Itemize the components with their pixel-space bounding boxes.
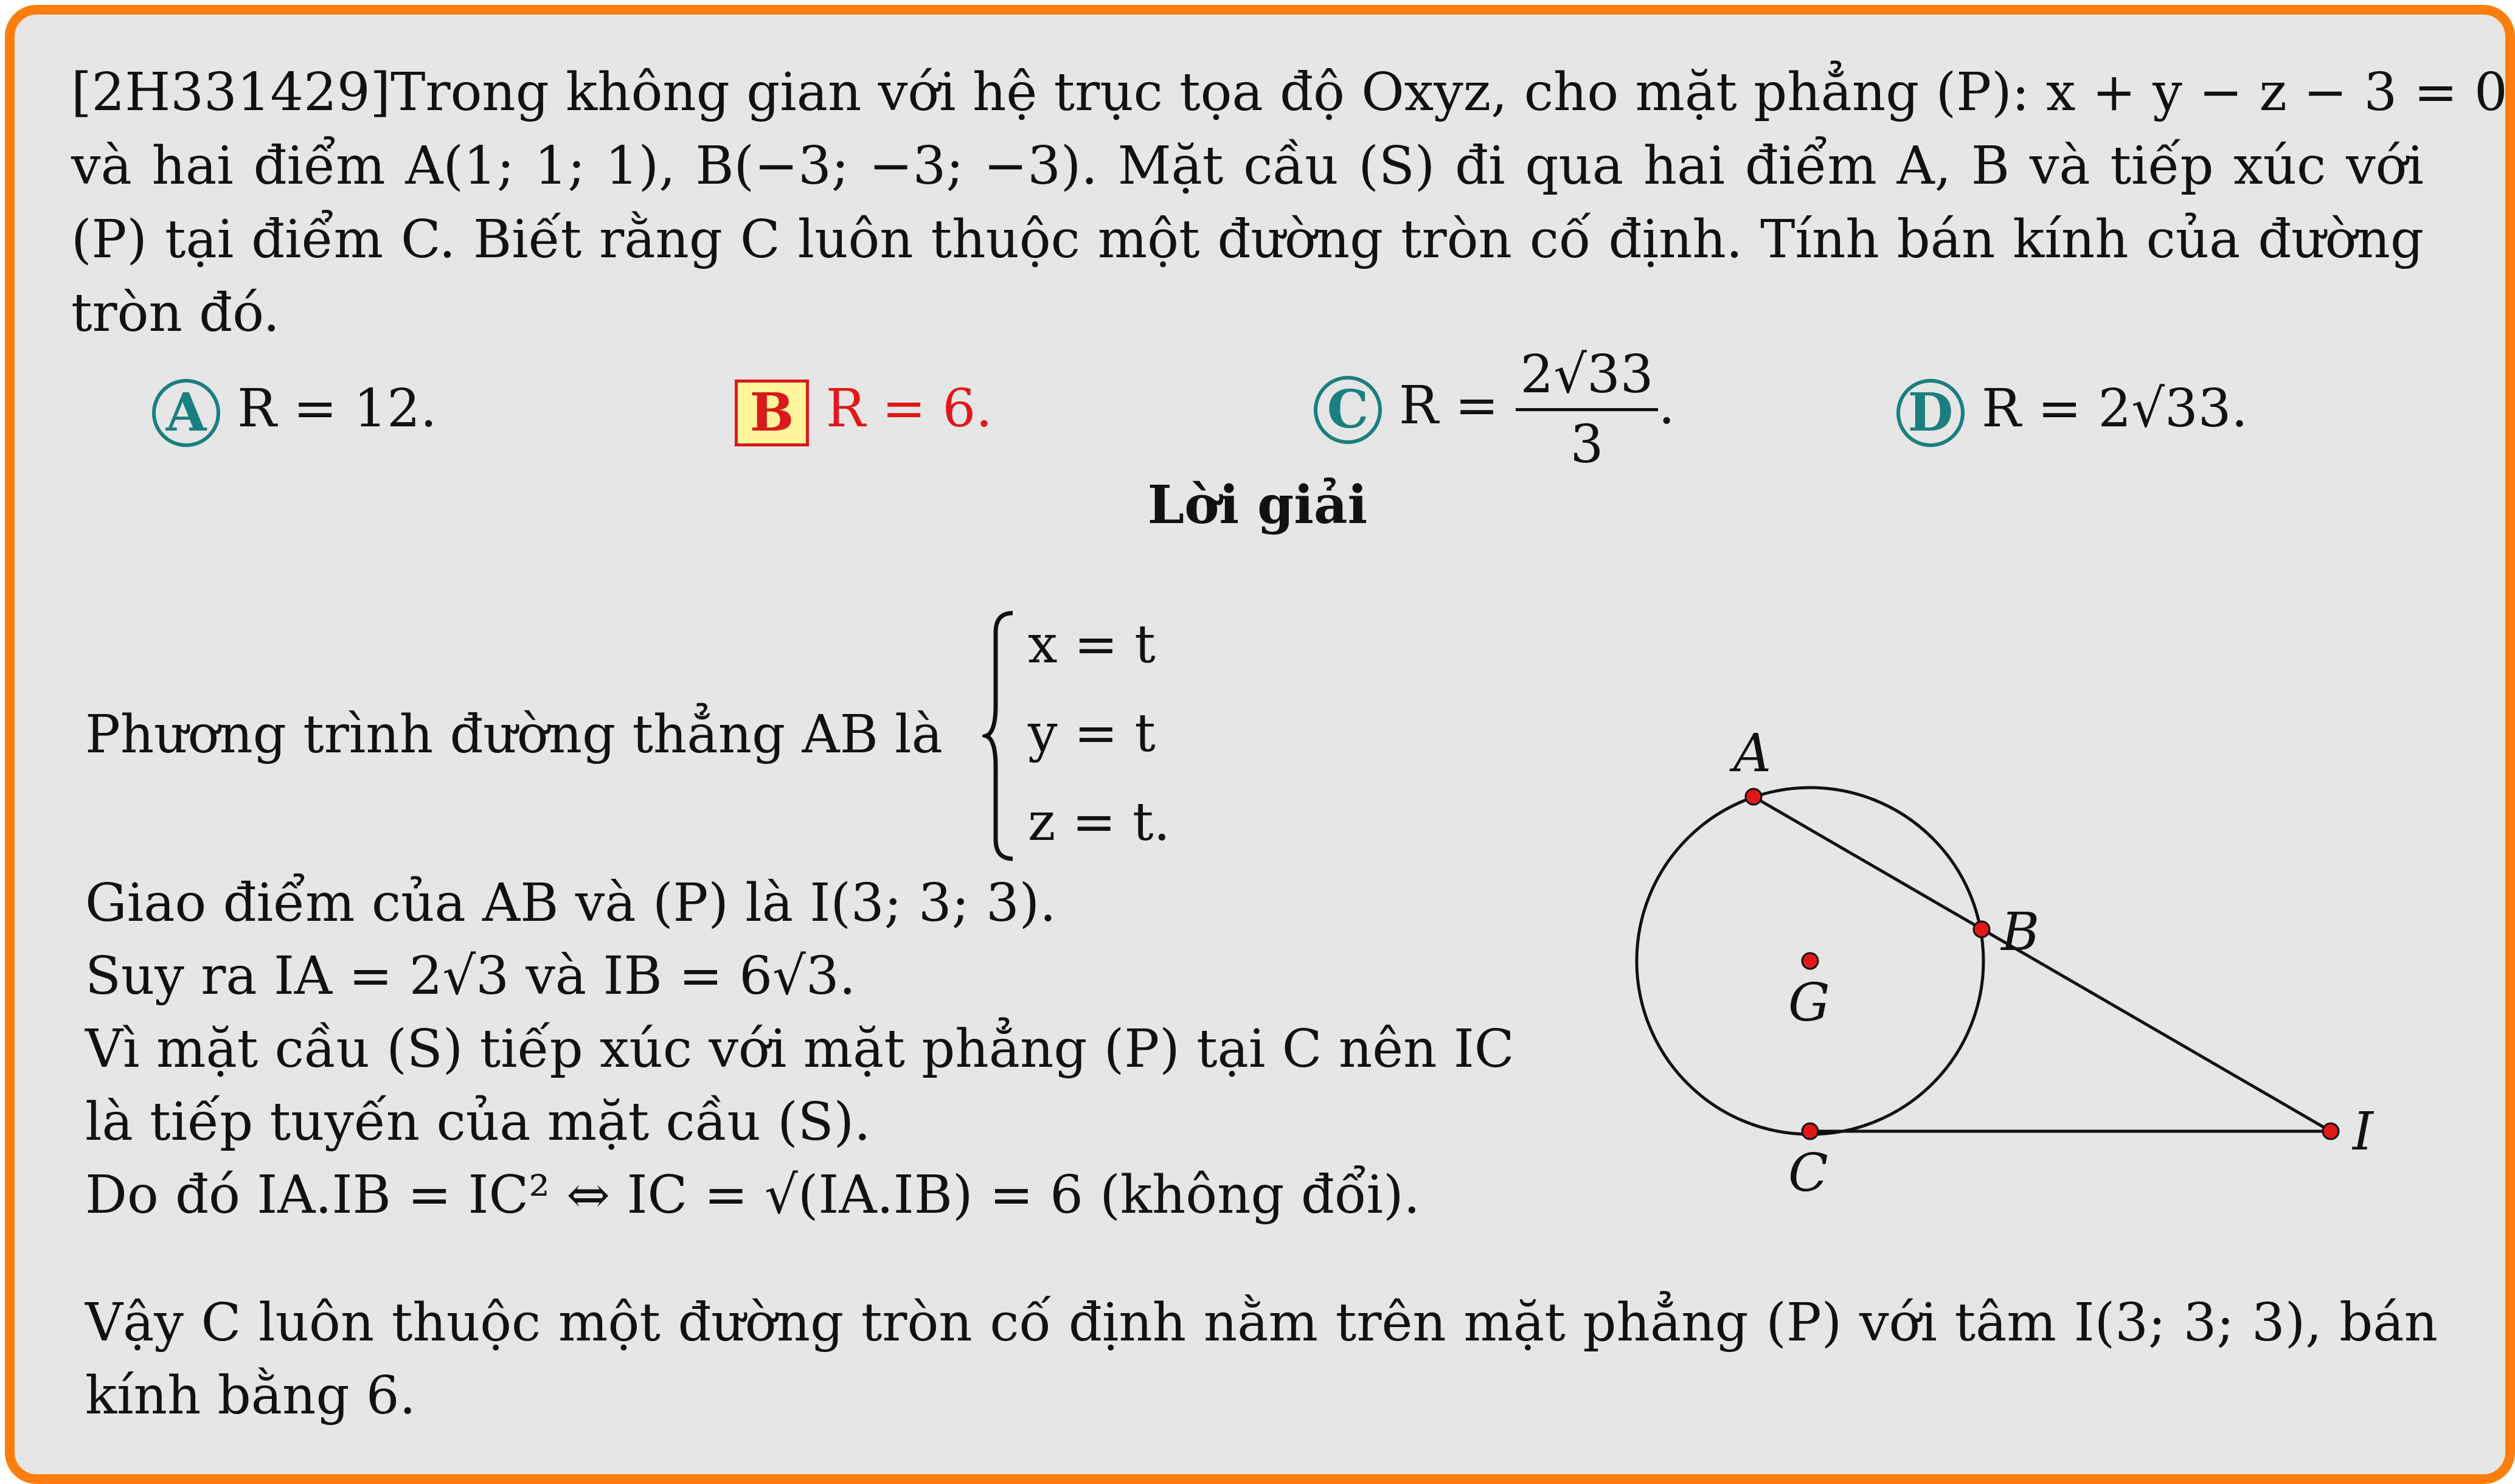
tangent-line-1: Vì mặt cầu (S) tiếp xúc với mặt phẳng (P) tại C nên IC bbox=[85, 1019, 1514, 1080]
question-line-2: và hai điểm A(1; 1; 1), B(−3; −3; −3). Mặt cầu (S) đi qua hai điểm A, B và tiếp xúc với bbox=[71, 136, 2424, 196]
question-line-4: tròn đó. bbox=[71, 283, 280, 344]
choice-d[interactable] bbox=[1896, 372, 2248, 447]
choice-b[interactable] bbox=[735, 372, 993, 446]
label-b: B bbox=[2001, 902, 2040, 963]
question-line-1: [2H331429]Trong không gian với hệ trục tọa độ Oxyz, cho mặt phẳng (P): x + y − z − 3 = 0 bbox=[71, 62, 2508, 123]
system-brace bbox=[982, 608, 1019, 864]
label-a: A bbox=[1733, 723, 1772, 784]
choice-c-suffix: . bbox=[1658, 375, 1675, 436]
param-y: y = t bbox=[1028, 703, 1156, 764]
intersection-line: Giao điểm của AB và (P) là I(3; 3; 3). bbox=[85, 873, 1056, 934]
choice-c-denominator: 3 bbox=[1570, 414, 1604, 475]
choice-c-fraction bbox=[1516, 341, 1659, 478]
distances-line: Suy ra IA = 2√3 và IB = 6√3. bbox=[85, 946, 856, 1007]
point-i bbox=[2323, 1123, 2339, 1139]
point-c bbox=[1802, 1123, 1818, 1139]
conclusion-line-2: kính bằng 6. bbox=[85, 1365, 416, 1426]
choice-c-marker: C bbox=[1314, 376, 1382, 444]
choice-a[interactable] bbox=[152, 372, 437, 447]
label-g: G bbox=[1788, 973, 1830, 1033]
param-z: z = t. bbox=[1028, 792, 1170, 853]
question-line-3: (P) tại điểm C. Biết rằng C luôn thuộc một đường tròn cố định. Tính bán kính của đường bbox=[71, 209, 2424, 270]
choice-b-marker: B bbox=[735, 380, 809, 446]
point-a bbox=[1746, 789, 1761, 805]
power-line: Do đó IA.IB = IC² ⇔ IC = √(IA.IB) = 6 (không đổi). bbox=[85, 1165, 1420, 1226]
conclusion-line-1: Vậy C luôn thuộc một đường tròn cố định nằm trên mặt phẳng (P) với tâm I(3; 3; 3), bán bbox=[85, 1292, 2438, 1353]
point-g bbox=[1802, 953, 1818, 969]
tangent-figure bbox=[1581, 699, 2463, 1235]
label-i: I bbox=[2353, 1101, 2373, 1162]
choice-c-prefix: R = bbox=[1399, 375, 1499, 436]
choice-c-numerator: 2√33 bbox=[1516, 341, 1659, 411]
choice-b-text: R = 6. bbox=[826, 378, 993, 439]
solution-title: Lời giải bbox=[1147, 474, 1368, 536]
param-x: x = t bbox=[1028, 614, 1156, 675]
point-b bbox=[1974, 921, 1989, 937]
tangent-line-2: là tiếp tuyến của mặt cầu (S). bbox=[85, 1092, 871, 1153]
choice-d-text: R = 2√33. bbox=[1982, 378, 2248, 439]
line-ab bbox=[1754, 797, 2331, 1131]
label-c: C bbox=[1788, 1143, 1828, 1204]
choice-a-marker: A bbox=[152, 379, 220, 447]
question-text bbox=[71, 56, 2508, 350]
choice-d-marker: D bbox=[1896, 379, 1965, 447]
choice-c[interactable] bbox=[1314, 336, 1675, 478]
choice-a-text: R = 12. bbox=[237, 378, 437, 439]
ab-intro: Phương trình đường thẳng AB là bbox=[85, 704, 943, 765]
